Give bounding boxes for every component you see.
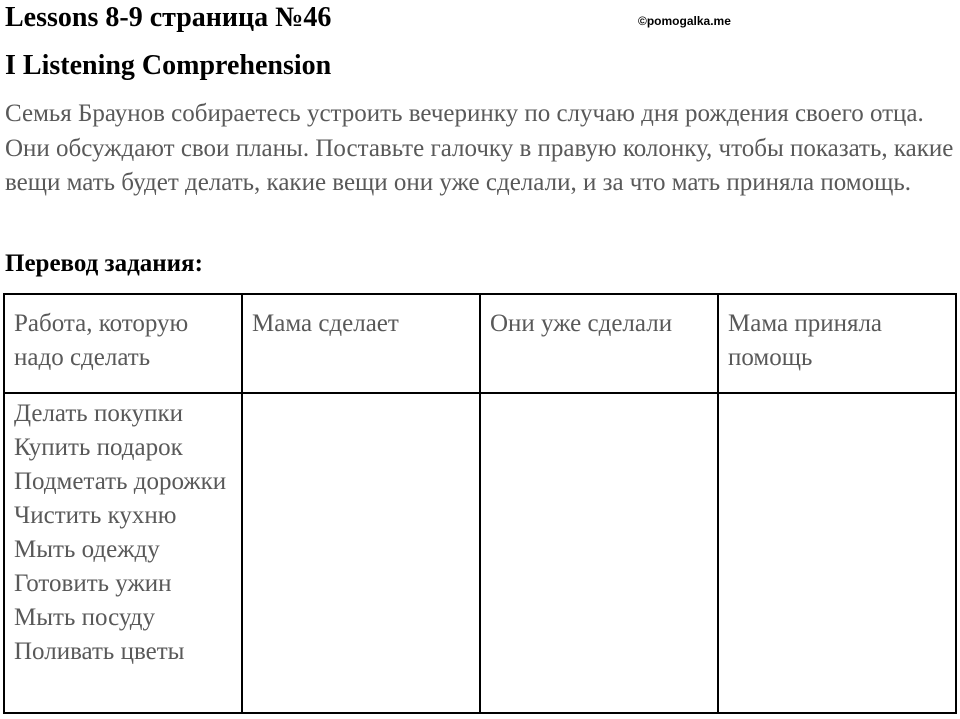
tasks-table: [3, 293, 957, 714]
column-header-tasks: Работа, которую надо сделать: [4, 294, 242, 393]
task-list-cell: [4, 393, 242, 713]
column-header-mom-will-do: Мама сделает: [242, 294, 480, 393]
table-header-row: [4, 294, 956, 393]
mom-accepted-help-cell: [718, 393, 956, 713]
exercise-instructions: Семья Браунов собираетесь устроить вечеринку по случаю дня рождения своего отца. Они обсуждают свои планы. Поставьте галочку в правую колонку, чтобы показать, какие вещи мать будет делать, какие вещи они уже сделали, и за что мать приняла помощь.: [5, 100, 954, 196]
task-item: Мыть посуду: [14, 604, 156, 631]
task-item: Готовить ужин: [14, 570, 172, 597]
already-done-cell: [480, 393, 718, 713]
translation-label: Перевод задания:: [5, 250, 203, 277]
section-heading: I Listening Comprehension: [5, 50, 332, 81]
task-item: Поливать цветы: [14, 638, 185, 665]
task-item: Мыть одежду: [14, 536, 160, 563]
page-title: Lessons 8-9 страница №46: [5, 2, 332, 33]
task-item: Чистить кухню: [14, 502, 177, 529]
column-header-already-done: Они уже сделали: [480, 294, 718, 393]
task-item: Купить подарок: [14, 434, 183, 461]
table-row: [4, 393, 956, 713]
task-item: Подметать дорожки: [14, 468, 227, 495]
task-item: Делать покупки: [14, 400, 184, 427]
mom-will-do-cell: [242, 393, 480, 713]
watermark: ©pomogalka.me: [638, 14, 731, 28]
column-header-mom-accepted-help: Мама приняла помощь: [718, 294, 956, 393]
